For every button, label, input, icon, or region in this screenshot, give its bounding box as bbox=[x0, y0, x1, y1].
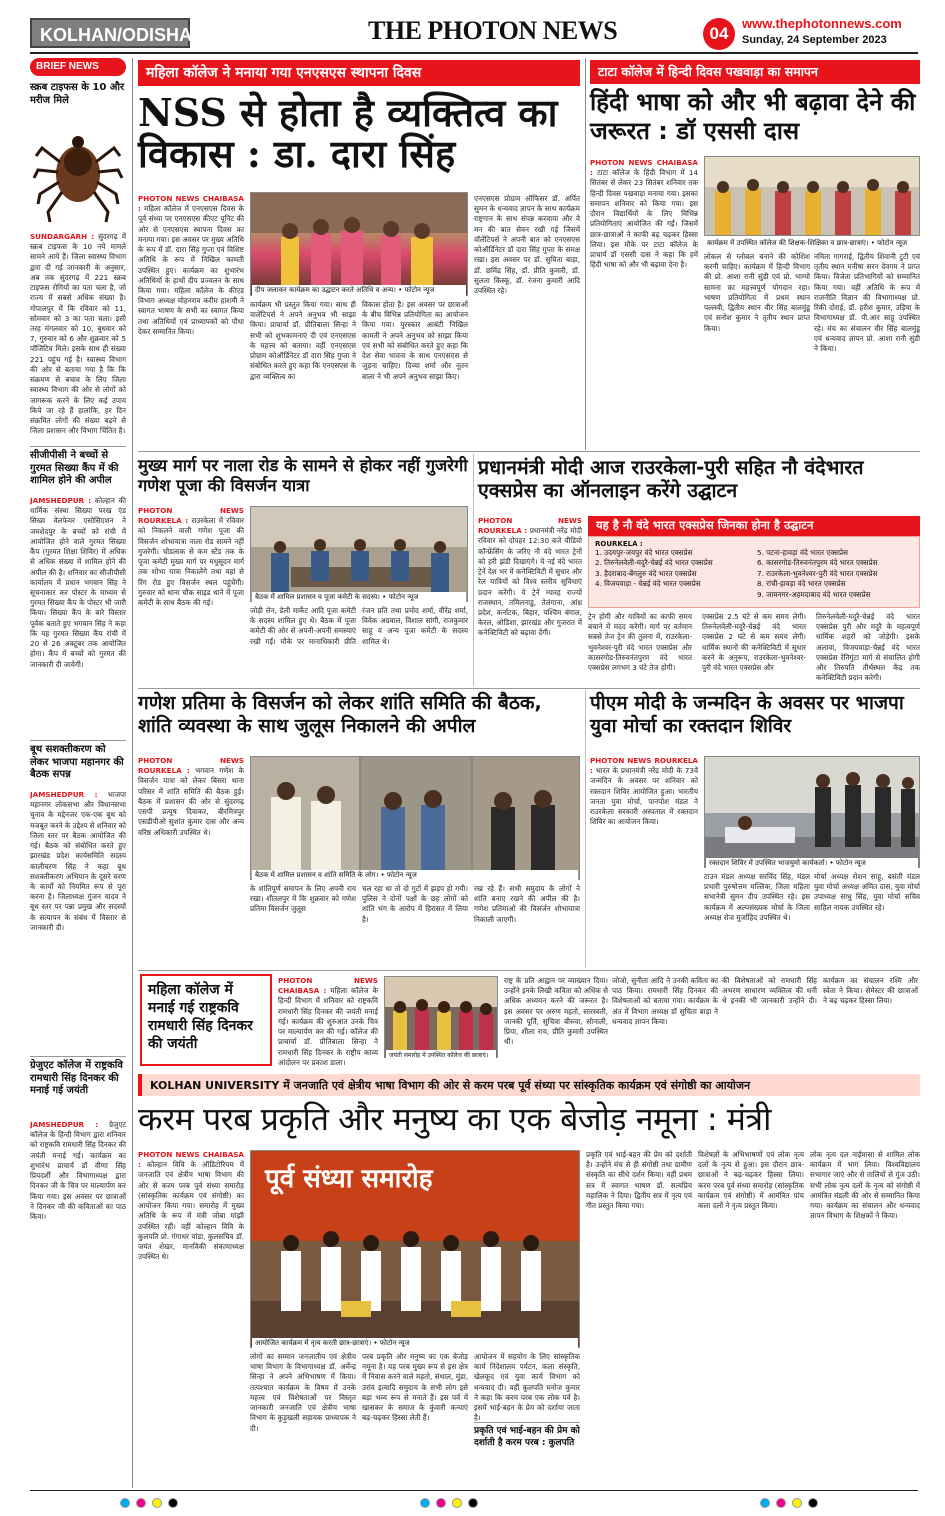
story8-headline: करम परब प्रकृति और मनुष्य का एक बेजोड़ नमूना : मंत्री bbox=[138, 1100, 771, 1138]
story4-headline: प्रधानमंत्री मोदी आज राउरकेला-पुरी सहित नौ वंदेभारत एक्सप्रेस का ऑनलाइन करेंगे उद्घाटन bbox=[478, 456, 864, 503]
story1-text: महिला कॉलेज में एनएसएस दिवस के पूर्व संध्या पर एनएसएस कीएट यूनिट की ओर से एनएसएस स्थापना दिवस का मनाया गया। इस अवसर पर मुख्य अतिथि के रूप में डॉ. दारा सिंह गुप्ता एवं विशिष्ट अतिथि के रूप में निखिल कामती उपस्थित हुए। कार्यक्रम का शुभारंभ अतिथियों के हाथों दीप प्रज्वलन के साथ किया गया। महिला कॉलेज के कीएड विभाग अध्यक्ष मोहनराव करीम हाशमी ने स्वागत भाषण के सभी का स्वागत किया तथा अतिथियों एवं प्राध्यापकों को पौधा देकर सम्मानित किया। bbox=[138, 204, 244, 336]
story1-col-4: एनएसएस प्रोग्राम ऑफिसर डॉ. अर्पित सुमन के धन्यवाद ज्ञापन के साथ कार्यक्रम राष्ट्रगान के साथ संपन्न करवाया और वे मन की बात सेवन रखी गई जिसमें वॉलेंटियर्स ने अपनी बात को एनएसएस कोऑर्डिनेटर डॉ दारा सिंह गुप्ता के समक्ष रखा। इस अवसर पर डॉ. सुचिता बाड़ा, डॉ. छमिंद्र सिंह, डॉ. प्रीति कुमारी, डॉ. सुलता किस्कू, डॉ. रंजना कुमारी आदि उपस्थित रहे। bbox=[474, 194, 580, 295]
brief-divider bbox=[30, 1056, 126, 1057]
photo-group-illustration bbox=[705, 157, 920, 236]
brief-item-body bbox=[30, 790, 126, 1050]
brief-divider bbox=[30, 740, 126, 741]
website-link[interactable]: www.thephotonnews.com bbox=[742, 16, 902, 31]
brief-divider bbox=[30, 446, 126, 447]
story6-byline: PHOTON NEWS ROURKELA : bbox=[590, 756, 698, 776]
story7-box-headline: महिला कॉलेज में मनाई गई राष्ट्रकवि रामधारी सिंह दिनकर की जयंती bbox=[148, 982, 253, 1052]
registration-dot bbox=[420, 1498, 430, 1508]
registration-marks-left bbox=[120, 1498, 240, 1510]
brief-item-4 bbox=[30, 1060, 126, 1098]
story7-text: महिला कॉलेज के हिन्दी विभाग में शनिवार को राष्ट्रकवि रामधारी सिंह दिनकर की जयंती मनाई गई। कार्यक्रम की शुरुआत उनके चित्र पर माल्यार्पण कर की गई। कॉलेज की प्राचार्या डॉ. प्रीतिबाला सिन्हा ने रामधारी सिंह दिनकर के राष्ट्रीय काव्य आंदोलन पर प्रकाश डाला। bbox=[278, 986, 378, 1067]
brief-item-body bbox=[30, 232, 126, 444]
train-item: 5. पटना-हावड़ा वंदे भारत एक्सप्रेस bbox=[757, 548, 848, 557]
trains-list-box bbox=[588, 536, 920, 608]
story2-col-1 bbox=[590, 158, 698, 448]
column-divider bbox=[473, 454, 474, 686]
brief-byline: SUNDARGARH : bbox=[30, 232, 95, 241]
story6-photo-caption: रक्तदान शिविर में उपस्थित भाजयुमो कार्यकर्ता। • फोटोन न्यूज bbox=[706, 858, 918, 869]
brief-item-1 bbox=[30, 82, 126, 107]
registration-dot bbox=[468, 1498, 478, 1508]
story4-col-1 bbox=[478, 516, 582, 686]
photo-blood-camp-illustration bbox=[705, 757, 920, 868]
story8-col-1 bbox=[138, 1150, 244, 1480]
story6-col-1 bbox=[590, 756, 698, 966]
story8-pullquote: प्रकृति एवं भाई-बहन की प्रेम को दर्शाती है करम परब : कुलपति bbox=[474, 1422, 580, 1480]
brief-text: भाजपा महानगर लोकसभा और विधानसभा चुनाव के मद्देनजर एक-एक बूथ को मजबूत करने के उद्देश्य से शनिवार को जिला स्तर पर बैठक आयोजित की गई। बैठक को संबोधित करते हुए झारखंड प्रदेश कार्यसमिति सदस्य कालीचरण सिंह ने कहा बूथ सशक्तीकरण अभियान के दूसरे चरण के कार्यों को नियमित रूप से पूरा करना है। जिलाध्यक्ष गुंजन यादव ने बूथ स्तर पर पन्ना प्रमुख और सदस्यों के सत्यापन के संबंध में विस्तार से जानकारी दी। bbox=[30, 790, 126, 932]
column-divider bbox=[585, 690, 586, 968]
photo-students-illustration bbox=[385, 977, 498, 1058]
issue-date: Sunday, 24 September 2023 bbox=[742, 34, 887, 46]
train-item: 8. रांची-हावड़ा वंदे भारत एक्सप्रेस bbox=[757, 579, 846, 589]
story7-photo bbox=[384, 976, 498, 1058]
story7-col-4: की विशेषताओं को रामधारी सिंह अभरण साधारण व्यक्तित्व की धनी थे इनकी भी जानकारी उन्होंने दी। कार्यक्रम का संचालन रश्मि और स्वेता ने किया। सेमेस्टर की छात्राओं ने बढ़ चढ़कर हिस्सा लिया। bbox=[722, 976, 918, 1006]
train-item: 3. हैदराबाद-बेंगलुरु वंदे भारत एक्सप्रेस bbox=[595, 568, 697, 578]
story5-photo-caption: बैठक में शामिल प्रशासन व शांति समिति के लोग। • फोटोन न्यूज bbox=[252, 870, 578, 881]
registration-marks-right bbox=[760, 1498, 880, 1510]
story3-photo-caption: बैठक में शामिल प्रशासन व पूजा कमेटी के सदस्य। • फोटोन न्यूज bbox=[252, 592, 466, 603]
story1-col-3: विकास होता है। इस अवसर पर छात्राओं के बीच विभिन्न प्रतियोगिता का आयोजन किया गया। पुरस्कार आबंटी निखिल कामती ने अपने अनुभव को साझा किया एवं सभी को संबोधित करते हुए कहा कि देश सेवा भावना के साथ एनएसएस से जुड़ना चाहिए। दिव्या शर्मा और नूतन बाला ने भी अपने अनुभव साझा किए। bbox=[362, 300, 468, 381]
column-divider bbox=[585, 58, 586, 450]
story8-banner: KOLHAN UNIVERSITY में जनजाति एवं क्षेत्रीय भाषा विभाग की ओर से करम परब पूर्व संध्या पर सांस्कृतिक कार्यक्रम एवं संगोष्ठी का आयोजन bbox=[138, 1074, 920, 1096]
story2-photo-caption: कार्यक्रम में उपस्थित कॉलेज की शिक्षक-शिक्षिका व छात्र-छात्राएं। • फोटोन न्यूज bbox=[704, 238, 920, 249]
section-divider bbox=[138, 451, 920, 452]
story1-col-2: कार्यक्रम भी प्रस्तुत किया गया। साथ ही वालेंटियर्स ने अपने अनुभव भी साझा किया। प्राचार्या डॉ. प्रीतिबाला सिन्हा ने सभी को शुभकामनाएं दी एवं एनएसएस के महत्त्व को बताया। वहीं एनएसएस प्रोग्राम कोऑर्डिनेटर डॉ दारा सिंह गुप्ता ने संबोधित करते हुए कहा कि एनएसएस के द्वारा व्यक्तित्व का bbox=[250, 300, 356, 381]
registration-dot bbox=[808, 1498, 818, 1508]
story5-headline: गणेश प्रतिमा के विसर्जन को लेकर शांति समिति की बैठक, शांति व्यवस्था के साथ जुलूस निकालने की अपील bbox=[138, 692, 542, 737]
story5-col-3: चल रहा था तो दो गुटों में झड़प हो गयी। पुलिस ने दोनों पक्षों के छह लोगों को शांति भंग के आरोप में हिरासत में लिया है। bbox=[362, 884, 468, 924]
story7-col-2: राष्ट्र के प्रति आह्वान पर व्याख्यान दिया। उन्होंने इनके लिखी कविता को अधिक से अधिक अध्ययन करने की जरूरत है। इस अवसर पर अरुण महतो, सारस्वती, जानकी पूर्ति, सुचित्रा बीरुवा, सोनाली, प्रिया, शीला राय, प्रीति कुमारी उपस्थित थीं। bbox=[504, 976, 608, 1047]
story5-text: भगवान गणेश के विसर्जन यात्रा को लेकर बिसरा थाना परिसर में शांति समिति की बैठक हुई। बैठक में प्रशासन की ओर से सुंदरगढ़ एसपी प्रत्यूष दिवाकर, बीरमित्रपुर एसडीपीओ सुशांत कुमार दास और अन्य वरिष्ठ अधिकारी उपस्थित थे। bbox=[138, 766, 244, 837]
brief-item-heading: स्क्रब टाइफस के 10 और मरीज मिले bbox=[30, 82, 125, 106]
story6-headline: पीएम मोदी के जन्मदिन के अवसर पर भाजपा युवा मोर्चा का रक्तदान शिविर bbox=[590, 692, 904, 737]
story8-photo-caption: आयोजित कार्यक्रम में नृत्य करती छात्र-छात्राएं। • फोटोन न्यूज bbox=[252, 1338, 578, 1349]
story2-text: टाटा कॉलेज के हिंदी विभाग में 14 सितंबर से लेकर 23 सितंबर शनिवार तक हिन्दी दिवस पखवाड़ा मनाया गया। इसका समापन शनिवार को किया गया। इस दौरान विद्यार्थियों के लिए विभिन्न प्रतियोगिताएं आयोजित की गईं। जिसमें छात्र-छात्राओं ने काफी बढ़ चढ़कर हिस्सा लिया। इस मौके पर टाटा कॉलेज के प्राचार्य डॉ एससी दास ने कहा कि हमें हिंदी भाषा को और भी बढ़ावा देना है। bbox=[590, 168, 698, 270]
story8-col-2: लोगों का सम्मान जनजातीय एवं क्षेत्रीय भाषा विभाग के विभागाध्यक्ष डॉ. अर्मेन्द्र सिन्हा ने अपने अभिभाषण में किया। तत्पश्चात कार्यक्रम के विषय में उनके महत्त्व एवं विशेषताओं पर विस्तृत जानकारी जनजाति एवं क्षेत्रीय भाषा विभाग के कुड़ुखली सहायक प्राध्यापक ने दी। bbox=[250, 1352, 356, 1433]
story8-col-3: परब प्रकृति और मनुष्य का एक बेजोड़ नमूना है। यह परब मुख्य रूप से इस क्षेत्र में निवास करने वाले महतो, संथाल, मुंडा, उरांव इत्यादि समुदाय के सभी लोग इसे बड़ा भव्य रूप से मनाते हैं। इस पर्व में खासकर के समाज के कुंवारी कन्याएं बढ़-चढ़कर हिस्सा लेती हैं। bbox=[362, 1352, 468, 1423]
registration-dot bbox=[452, 1498, 462, 1508]
story4-col-4: तिरुनेलवेली-मदुरै-चेन्नई वंदे भारत एक्सप्रेस पुरी और मदुरै के महत्वपूर्ण धार्मिक शहरों को जोड़ेगी। इसके अलावा, विजयवाड़ा-चेन्नई वंदे भारत एक्सप्रेस रेनिगुंटा मार्ग से संचालित होगी और तिरुपति तीर्थस्थल केंद्र तक कनेक्टिविटी प्रदान करेगी। bbox=[816, 612, 920, 683]
story8-col-4: आयोजन में सहयोग के लिए सांस्कृतिक कार्य निदेशालय पर्यटन, कला संस्कृति, खेलकूद एवं युवा कार्य विभाग को धन्यवाद दी। वहीं कुलपति मनोज कुमार ने कहा कि करम परब एक लोक पर्व है। इसमें भाई-बहन के प्रेम को दर्शाया जाता है। bbox=[474, 1352, 580, 1423]
story3-col-2: जोड़ी लेन, डेली मार्केट आदि पूजा कमेटी के सदस्य शामिल हुए थे। बैठक में पूजा कमेटी की ओर से अपनी-अपनी समस्याएं रखी गईं। मौके पर मानाधिकारी प्रीति रंजन प्रति तथा प्रमोद शर्मा, वीरेंद्र शर्मा, विवेक अग्रवाल, विशाल सांगी, राजकुमार साहू व अन्य पूजा कमेटी के सदस्य शामिल थे। bbox=[250, 606, 468, 646]
brief-text: सुंदरगढ़ में स्क्रब टाइफस के 10 नये मामले सामने आये हैं। जिला स्वास्थ्य विभाग द्वारा दी गई जानकारी के अनुसार, अब तक सुंदरगढ़ में 221 स्क्रब टाइफस रोगियों का पता चला है, जो राज्य में सबसे अधिक संख्या है। गोपालपुर में कि रविवार को 11, सोमवार को 3 का पता चला। इसी तरह मंगलवार को 10, बुधवार को 7, गुरुवार को 6 और शुक्रवार को 5 पॉजिटिव मिले। इसके साथ ही संख्या 221 पहुंच गई है। स्वास्थ्य विभाग की ओर से बताया गया है कि कि संक्रमण से बचाव के लिए जिला स्वास्थ्य विभाग की ओर से लोगों को जागरूक करने के लिए कई उपाय किये जा रहे हैं हालांकि, हर दिन संक्रमित लोगों की संख्या बढ़ने से जिला प्रशासन और विभाग चिंतित है। bbox=[30, 232, 126, 436]
story2-col-3: लोकल से ग्लोबल बनाने की कोशिश करनी चाहिए। कार्यक्रम में हिन्दी विभाग की प्रो. आशा रानी सुंडी एवं प्रो. भाग्यो सामना का महत्त्वपूर्ण योगदान रहा। भाषण प्रतियोगिता में प्रथम स्थान पल्लवी, द्वितीय स्थान वीर सिंह बालमुंडू एवं सनोश कुमार ने तृतीय स्थान प्राप्त किया। bbox=[704, 252, 810, 333]
registration-dot bbox=[776, 1498, 786, 1508]
train-item: 2. तिरुनेलवेली-मदुरै-चेन्नई वंदे भारत एक्सप्रेस bbox=[595, 558, 713, 568]
story6-text: भारत के प्रधानमंत्री नरेंद्र मोदी के 73वें जन्मदिन के अवसर पर शनिवार को रक्तदान शिविर आयोजित हुआ। भारतीय जनता युवा मोर्चा, पानपोश मंडल ने राउरकेला सरकारी अस्पताल में रक्तदान शिविर का आयोजन किया। bbox=[590, 766, 698, 827]
trains-box-title: यह है नौ वंदे भारत एक्सप्रेस जिनका होना है उद्घाटन bbox=[588, 516, 920, 536]
registration-dot bbox=[760, 1498, 770, 1508]
brief-news-badge: BRIEF NEWS bbox=[30, 58, 126, 76]
story3-byline: PHOTON NEWS ROURKELA : bbox=[138, 506, 244, 526]
story5-col-1 bbox=[138, 756, 244, 966]
brief-item-heading: ग्रेजुएट कॉलेज में राष्ट्रकवि रामधारी सिंह दिनकर की मनाई गई जयंती bbox=[30, 1060, 123, 1096]
header-rule bbox=[30, 52, 918, 54]
story1-byline: PHOTON NEWS CHAIBASA : bbox=[138, 194, 244, 214]
story7-byline: PHOTON NEWS CHAIBASA : bbox=[278, 976, 378, 996]
registration-marks-center bbox=[420, 1498, 540, 1510]
story4-col-2: ट्रेन होगी और यात्रियों का काफी समय बचाने में मदद करेगी। मार्ग पर वर्तमान सबसे तेज ट्रेन की तुलना में, राउरकेला-भुवनेश्वर-पुरी वंदे भारत एक्सप्रेस और कासरगोड-तिरुवनंतपुरम वंदे भारत एक्सप्रेस लगभग 3 घंटे तेज होगी। bbox=[588, 612, 692, 673]
story8-photo bbox=[250, 1150, 580, 1348]
story6-col-2: टाउन मंडल अध्यक्ष सरविंद सिंह, मंडल प्रभारी पुरुषोत्तम मल्लिक, जिला महिला सभानेत्री सुमन दीप उपस्थित रहे। इस कार्यक्रम में अल्पसंख्यक मोर्चा के जिला अध्यक्ष रोज मुर्जाहिद उपस्थित थे। bbox=[704, 872, 810, 922]
story8-col-6: विशेषज्ञों के अभिभाषणों एवं लोक नृत्य दलों के नृत्य से हुआ। इस दौरान छात्र-छात्राओं ने बढ़-चढ़कर हिस्सा लिया। करम परब पूर्व संध्या समारोह (सांस्कृतिक कार्यक्रम एवं संगोष्ठी) में आमंत्रित पांच कला दलों ने नृत्य प्रस्तुत किया। bbox=[698, 1150, 804, 1211]
train-item: 9. जामनगर-अहमदाबाद वंदे भारत एक्सप्रेस bbox=[757, 589, 871, 599]
story6-photo bbox=[704, 756, 920, 868]
registration-dot bbox=[152, 1498, 162, 1508]
story5-photo bbox=[250, 756, 580, 880]
section-divider bbox=[138, 970, 920, 971]
brief-item-3 bbox=[30, 744, 126, 782]
section-label: KOLHAN/ODISHA bbox=[30, 18, 190, 48]
story6-col-3: मोर्चा अध्यक्ष रोशन साहू, बसंती मंडल युवा मोर्चा अध्यक्ष अमित दास, युवा मोर्चा उपाध्यक्ष साधु सिंह, युवा मोर्चा सचिव साहिल नायक उपस्थित रहे। bbox=[814, 872, 920, 912]
story2-photo bbox=[704, 156, 920, 236]
brief-item-heading: सीजीपीसी ने बच्चों से गुरमत सिख्या कैंप में की शामिल होने की अपील bbox=[30, 450, 119, 486]
photo-meeting-illustration bbox=[251, 507, 468, 602]
story8-col-5 bbox=[586, 1150, 692, 1480]
story3-text: राउरकेला में रविवार को निकलने वाली गणेश पूजा की विसर्जन शोभायात्रा नाला रोड सामने नहीं गुजरेगी। चोडलाक से कम स्टेंड तक के पूजा कमेटी मुख्य मार्ग पर मधुसूदन मार्ग तक शोभा यात्रा निकालेंगे तथा वहां से रिंग रोड हुए विसर्जन स्थल पहुंचेंगी। गुरुवार को थाना चौक साइड थाने में पूजा कमेटी के साथ बैठक की गई। bbox=[138, 516, 244, 607]
story1-col-1 bbox=[138, 194, 244, 446]
train-item: 4. विजयवाड़ा - चेन्नई वंदे भारत एक्सप्रेस bbox=[595, 579, 701, 589]
sidebar-divider bbox=[132, 58, 133, 1488]
story3-col-1 bbox=[138, 506, 244, 682]
story8-byline: PHOTON NEWS CHAIBASA : bbox=[138, 1150, 244, 1170]
footer-rule bbox=[30, 1490, 918, 1491]
story1-headline: NSS से होता है व्यक्तित्व का विकास : डा. दारा सिंह bbox=[138, 90, 558, 177]
story8-text: कोल्हान विवि के ऑडिटोरियम में जनजाति एवं क्षेत्रीय भाषा विभाग की ओर से करम परब पूर्व संध्या समारोह (सांस्कृतिक कार्यक्रम एवं संगोष्ठी) का आयोजन किया गया। समारोह में मुख्य अतिथि के रूप में मंत्री जोबा मांझी उपस्थित रहीं। वहीं कोल्हान विवि के कुलपति प्रो. गंगाधर पांडा, कुलसचिव डॉ. जयंत शेखर, मानविकी संकायाध्यक्ष उपस्थित थे। bbox=[138, 1160, 244, 1262]
story2-byline: PHOTON NEWS CHAIBASA : bbox=[590, 158, 698, 178]
story1-kicker: महिला कॉलेज ने मनाया गया एनएसएस स्थापना दिवस bbox=[138, 60, 580, 86]
brief-text: कोल्हान की धार्मिक संस्था सिख्या परख एंड सिख्य वेलफेयर एसोसिएशन ने जमशेदपुर के बच्चों को रांची में आयोजित होने वाले गुरमत सिख्या कैंप (गुरमत शिक्षा शिविर) में अधिक से अधिक संख्या में शामिल होने की अपील की है। शनिवार का सीजीपीसी कार्यालय में प्रधान भगवान सिंह ने सूचनाकार कर पोस्टर के माध्यम से गुरमत सिख्या कैंप के पोस्टर भी जारी किया। सिख्या कैंप के बारे विस्तार पूर्वक बताते हुए भगवान सिंह ने कहा कि यह गुरमत सिख्या कैंप रांची में 20 से 26 अक्टूबर तक आयोजित होगा। कैंप में बच्चों को गुरमत की जानकारी दी जायेगी। bbox=[30, 496, 126, 669]
registration-dot bbox=[792, 1498, 802, 1508]
masthead-logo: THE PHOTON NEWS bbox=[368, 16, 618, 45]
brief-item-body bbox=[30, 496, 126, 738]
photo-police-meeting-illustration bbox=[251, 757, 580, 880]
story3-photo bbox=[250, 506, 468, 602]
trains-byline: ROURKELA : bbox=[595, 540, 643, 548]
story2-headline: हिंदी भाषा को और भी बढ़ावा देने की जरूरत : डॉ एससी दास bbox=[590, 88, 916, 145]
brief-byline: JAMSHEDPUR : bbox=[30, 790, 98, 799]
page-number-badge: 04 bbox=[703, 18, 735, 50]
section-divider bbox=[138, 688, 920, 689]
registration-dot bbox=[120, 1498, 130, 1508]
story7-col-1 bbox=[278, 976, 378, 1068]
registration-dot bbox=[136, 1498, 146, 1508]
story7-box-headline-frame bbox=[140, 974, 272, 1066]
tick-insect-illustration bbox=[32, 112, 124, 228]
story4-col-3: एक्सप्रेस 2.5 घंटे से कम समय लेगी। तिरुनेलवेली-मदुरै-चेन्नई वंदे भारत एक्सप्रेस 2 घंटे से कम समय लेगी। धार्मिक स्थानों की कनेक्टिविटी में सुधार करने के अनुरूप, राउरकेला-भुवनेश्वर-पुरी वंदे भारत एक्सप्रेस और bbox=[702, 612, 806, 673]
story8-text: प्रकृति एवं भाई-बहन की प्रेम को दर्शाती है। उन्होंने मंच से ही संगोष्ठी तथा ग्रामीण संस्कृति का सीधे दर्शन किया। वहीं प्रथम सत्र में स्वागत भाषण डॉ. सत्यप्रिय महालिक ने दिया। द्वितीय सत्र में नृत्य एवं गीत प्रस्तुत किया गया। bbox=[586, 1150, 692, 1211]
train-item: 7. राउरकेला-भुवनेश्वर-पुरी वंदे भारत एक्सप्रेस bbox=[757, 568, 878, 578]
story5-col-2: के शांतिपूर्ण समापन के लिए अपनी राय रखा। शीतलपुर में कि शुक्रवार को गणेश प्रतिमा विसर्जन जुलूस bbox=[250, 884, 356, 914]
train-item: 6. कासरगोड-तिरुवनंतपुरम वंदे भारत एक्सप्रेस bbox=[757, 558, 878, 568]
story4-byline: PHOTON NEWS ROURKELA : bbox=[478, 516, 582, 536]
registration-dot bbox=[168, 1498, 178, 1508]
story5-byline: PHOTON NEWS ROURKELA : bbox=[138, 756, 244, 776]
story8-col-7: लोक नृत्य दल नाईमासा से शामिल लोक कार्यक्रम में भाग लिया। विश्वविद्यालय सभागार जाएं और से तालियों से गूंज उठी। सभी लोक नृत्य दलों के नृत्य को संगोष्ठी में आमंत्रित मंडली की ओर से सम्मानित किया गया। कार्यक्रम का संचालन और धन्यवाद ज्ञापन विभाग के शिक्षकों ने किया। bbox=[810, 1150, 920, 1221]
photo-stage-banner-text: पूर्व संध्या समारोह bbox=[265, 1164, 433, 1194]
brief-byline: JAMSHEDPUR : bbox=[30, 496, 91, 505]
story4-text: प्रधानमंत्री नरेंद्र मोदी रविवार को दोपहर 12:30 बजे वीडियो कॉन्फ्रेंसिंग के जरिए नौ वंदे भारत ट्रेनों को हरी झंडी दिखाएंगे। ये नई वंदे भारत ट्रेनें देश भर में कनेक्टिविटी में सुधार और रेल यात्रियों को विश्व स्तरीय सुविधाएं प्रदान करेंगी। ये ट्रेनें ग्यारह राज्यों राजस्थान, तमिलनाडु, तेलंगाना, आंध्र प्रदेश, कर्नाटक, बिहार, पश्चिम बंगाल, केरल, ओडिशा, झारखंड और गुजरात में कनेक्टिविटी को बढ़ावा देंगी। bbox=[478, 526, 582, 638]
story1-photo-caption: दीप जलाकर कार्यक्रम का उद्घाटन करते अतिथि व अन्य। • फोटोन न्यूज bbox=[252, 285, 466, 296]
train-item: 1. उदयपुर-जयपुर वंदे भारत एक्सप्रेस bbox=[595, 548, 693, 557]
story2-kicker: टाटा कॉलेज में हिन्दी दिवस पखवाड़ा का समापन bbox=[590, 60, 920, 84]
photo-people-illustration bbox=[251, 193, 468, 296]
story5-col-4: रख रहे हैं। सभी समुदाय के लोगों ने शांति बनाए रखने की अपील की है। गणेश प्रतिमाओं की विसर्जन शोभायात्रा निकाली जाएगी। bbox=[474, 884, 580, 924]
story7-col-3: जोजो, सुनीता आदि ने उनकी कविता का पाठ किया। रामधारी सिंह दिनकर की विशेषताओं को बताया गया। कार्यक्रम के अंत में विभाग अध्यक्ष डॉ सुचिता बाड़ा ने धन्यवाद ज्ञापन किया। bbox=[612, 976, 718, 1026]
story3-headline: मुख्य मार्ग पर नाला रोड के सामने से होकर नहीं गुजरेगी गणेश पूजा की विसर्जन यात्रा bbox=[138, 456, 468, 495]
brief-item-2 bbox=[30, 450, 126, 488]
brief-item-heading: बूथ सशक्तीकरण को लेकर भाजपा महानगर की बैठक सपन्न bbox=[30, 744, 124, 780]
brief-text: ग्रेजुएट कॉलेज के हिन्दी विभाग द्वारा शनिवार को राष्ट्रकवि रामधारी सिंह दिनकर की जयंती मनाई गई। कार्यक्रम का शुभारंभ प्राचार्य डॉ वीणा सिंह प्रियदर्शी और विभागाध्यक्ष द्वारा दिनकर जी के चित्र पर माल्यार्पण कर किया गया। इस अवसर पर छात्राओं ने दिनकर जी की कविताओं का पाठ किया। bbox=[30, 1120, 126, 1221]
story2-col-4: नमिता गागराई, द्वितीय शिवानी टुटी एवं तृतीय स्थान मनीषा सरन देवगम ने प्राप्त किया। विजेता प्रतिभागियों को सम्मानित किया गया। वहीं अतिथि के रूप में राजनीति विज्ञान की विभागाध्यक्ष प्रो. रिंकी दोराई, डॉ. हरीश कुमार, उड़िया के विभागाध्यक्ष डॉ. पी.आर साहू उपस्थित रहे। मंच का संचालन वीर सिंह बालमुंडू एवं धन्यवाद ज्ञापन प्रो. आशा रानी सुंडी ने किया। bbox=[814, 252, 920, 353]
story7-photo-caption: जयंती समारोह में उपस्थित कॉलेज की छात्राएं। bbox=[386, 1050, 496, 1060]
brief-item-body bbox=[30, 1120, 126, 1480]
brief-byline: JAMSHEDPUR : bbox=[30, 1120, 99, 1129]
trains-list bbox=[595, 548, 913, 600]
story1-photo bbox=[250, 192, 468, 296]
registration-dot bbox=[436, 1498, 446, 1508]
